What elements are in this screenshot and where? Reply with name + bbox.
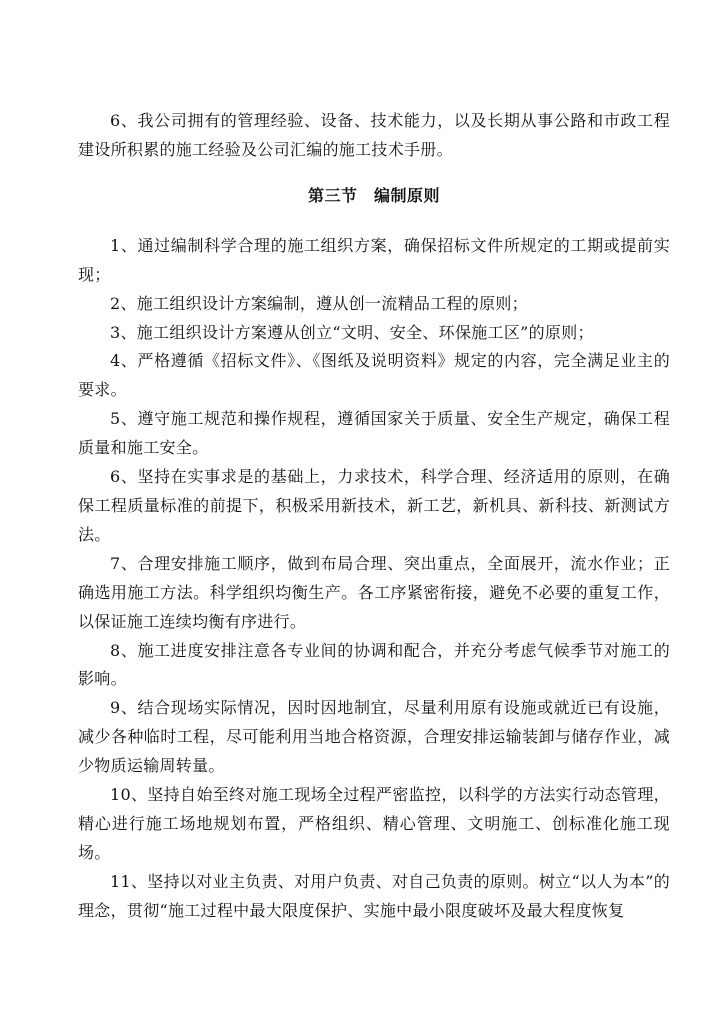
principle-item-1: 1、通过编制科学合理的施工组织方案，确保招标文件所规定的工期或提前实现；	[78, 235, 670, 284]
principle-item-4: 4、严格遵循《招标文件》、《图纸及说明资料》规定的内容，完全满足业主的要求。	[78, 351, 670, 400]
principle-item-5: 5、遵守施工规范和操作规程，遵循国家关于质量、安全生产规定，确保工程质量和施工安全。	[78, 409, 670, 458]
intro-paragraph: 6、我公司拥有的管理经验、设备、技术能力，以及长期从事公路和市政工程建设所积累的施工经验及公司汇编的施工技术手册。	[78, 111, 670, 159]
principle-item-11: 11、坚持以对业主负责、对用户负责、对自己负责的原则。树立“以人为本”的理念，贯彻“施工过程中最大限度保护、实施中最小限度破坏及最大程度恢复	[78, 871, 670, 920]
section-heading: 第三节 编制原则	[307, 185, 440, 205]
principle-item-2: 2、施工组织设计方案编制，遵从创一流精品工程的原则；	[110, 293, 528, 313]
document-page	[78, 107, 670, 926]
principle-item-10: 10、坚持自始至终对施工现场全过程严密监控，以科学的方法实行动态管理，精心进行施工场地规划布置，严格组织、精心管理、文明施工、创标准化施工现场。	[78, 785, 670, 862]
principle-item-3: 3、施工组织设计方案遵从创立“文明、安全、环保施工区”的原则；	[110, 322, 594, 342]
principles-list	[78, 232, 670, 926]
principle-item-8: 8、施工进度安排注意各专业间的协调和配合，并充分考虑气候季节对施工的影响。	[78, 640, 670, 689]
principle-item-6: 6、坚持在实事求是的基础上，力求技术，科学合理、经济适用的原则，在确保工程质量标准的前提下，积极采用新技术，新工艺，新机具、新科技、新测试方法。	[78, 467, 670, 544]
principle-item-9: 9、结合现场实际情况，因时因地制宜，尽量利用原有设施或就近已有设施，减少各种临时工程，尽可能利用当地合格资源，合理安排运输装卸与储存作业，减少物质运输周转量。	[78, 698, 670, 776]
principle-item-7: 7、合理安排施工顺序，做到布局合理、突出重点，全面展开，流水作业；正确选用施工方法。科学组织均衡生产。各工序紧密衔接，避免不必要的重复工作，以保证施工连续均衡有序进行。	[78, 553, 670, 631]
